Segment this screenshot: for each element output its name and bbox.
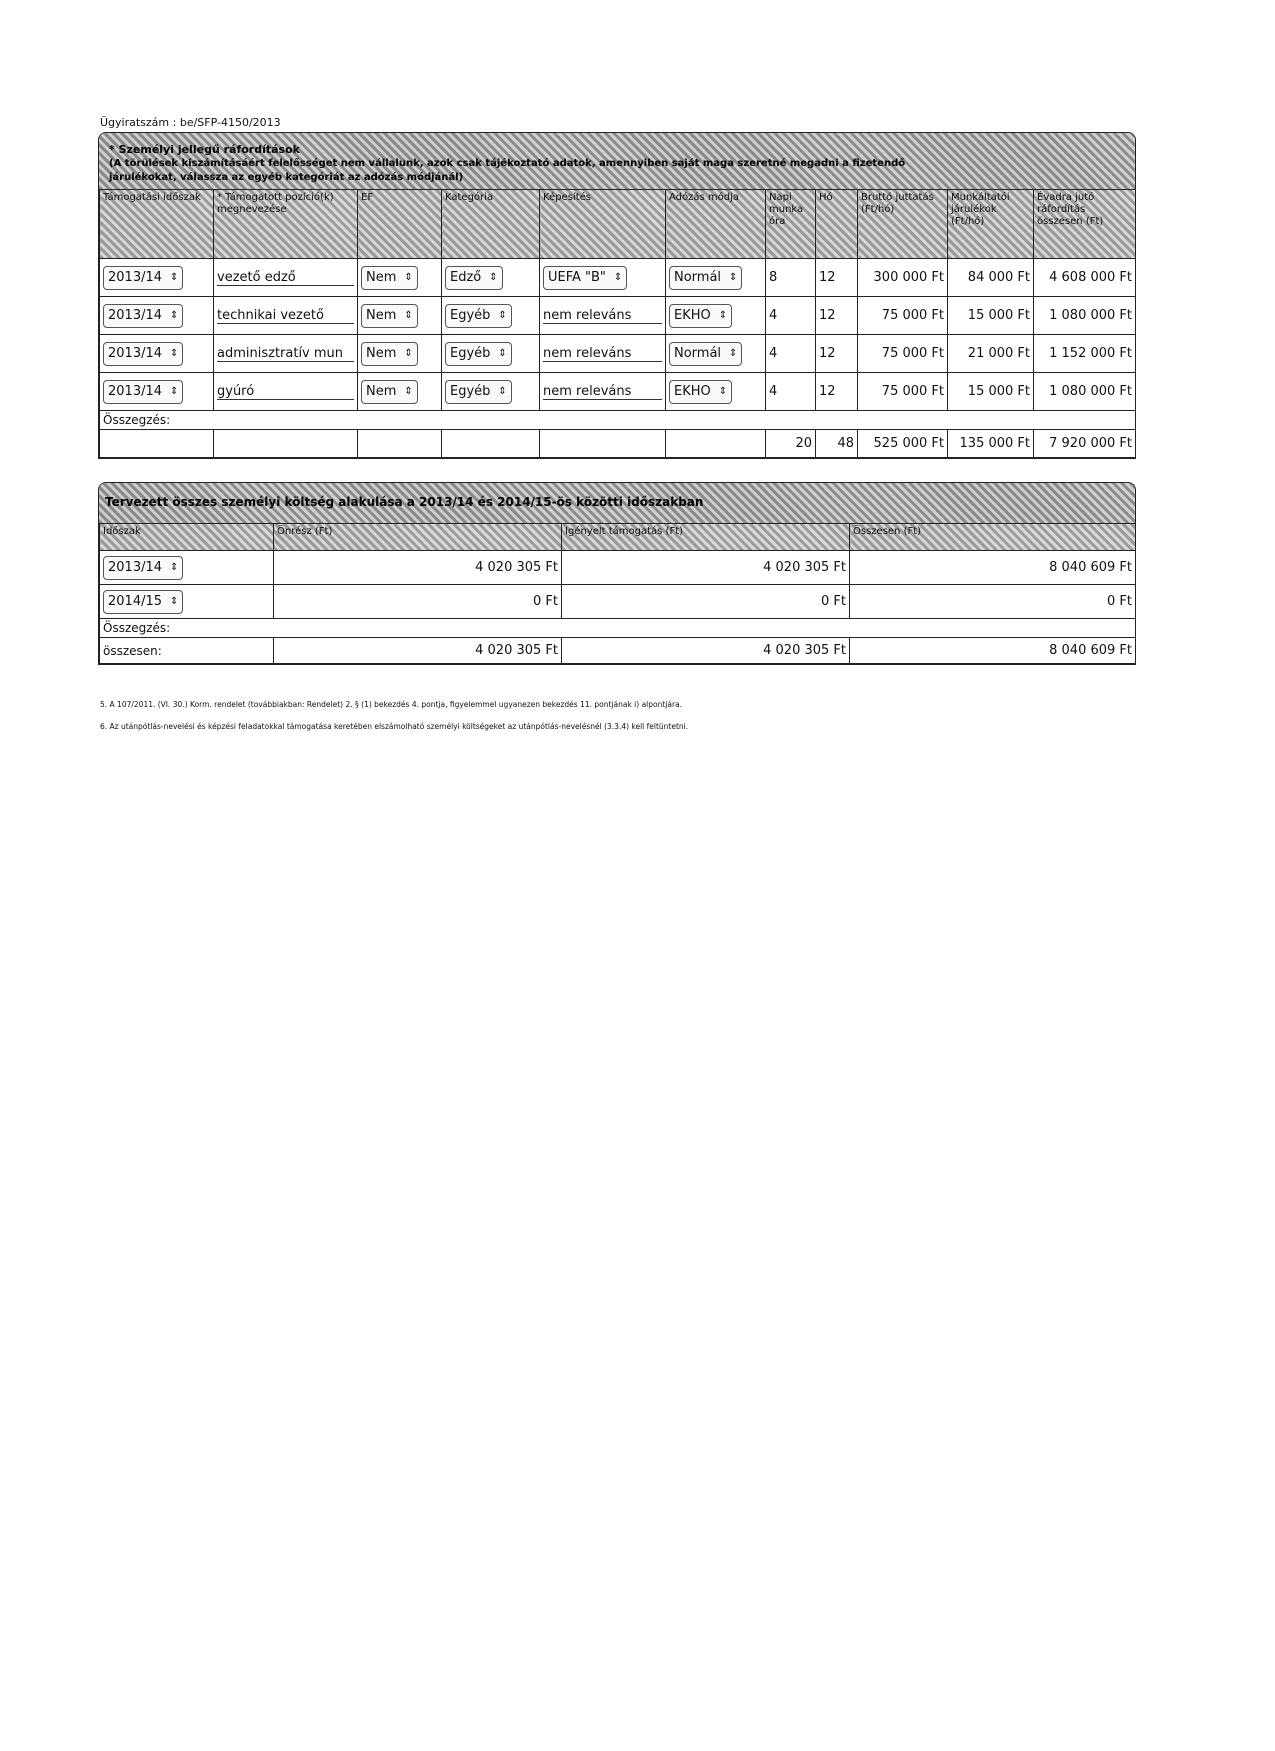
updown-arrow-icon: ⇕ xyxy=(170,272,179,283)
qualification-select-value: UEFA "B" xyxy=(548,270,606,285)
category-select-value: Egyéb xyxy=(450,346,491,361)
col-header-ef: EF xyxy=(358,190,442,259)
total-cell: 1 080 000 Ft xyxy=(1034,297,1136,335)
col-header-qualification: Képesítés xyxy=(540,190,666,259)
months-cell[interactable]: 12 xyxy=(816,335,858,373)
tax-select-value: EKHO xyxy=(674,384,711,399)
ef-select-value: Nem xyxy=(366,384,397,399)
summary-months: 48 xyxy=(816,430,858,458)
period-cell xyxy=(100,551,274,585)
summary-label: Összegzés: xyxy=(100,411,1136,430)
contrib-cell: 15 000 Ft xyxy=(948,297,1034,335)
category-select-value: Egyéb xyxy=(450,384,491,399)
banner-note: (A törülések kiszámításáért felelősséget nem vállalunk, azok csak tájékoztató adatok, amennyiben saját maga szeretné megadni a fizetendő xyxy=(109,158,906,169)
position-input[interactable]: technikai vezető xyxy=(217,308,354,324)
totals-label: összesen: xyxy=(100,638,274,664)
updown-arrow-icon: ⇕ xyxy=(718,310,728,321)
footnote-5: 5. A 107/2011. (VI. 30.) Korm. rendelet (továbbiakban: Rendelet) 2. § (1) bekezdés 4. pontja, figyelemmel ugyanezen bekezdés 11. pontjának i) alpontjára. xyxy=(100,700,683,709)
summary-total: 7 920 000 Ft xyxy=(1034,430,1136,458)
summary-label-row xyxy=(100,411,1136,430)
category-cell xyxy=(442,335,540,373)
table-row xyxy=(100,373,1136,411)
tax-select[interactable] xyxy=(669,266,742,290)
months-cell[interactable]: 12 xyxy=(816,297,858,335)
ef-select[interactable] xyxy=(361,304,418,328)
ef-cell xyxy=(358,259,442,297)
period-select-value: 2013/14 xyxy=(108,384,163,399)
category-select[interactable] xyxy=(445,266,503,290)
table-row xyxy=(100,335,1136,373)
qualification-select[interactable] xyxy=(543,266,627,290)
period-select[interactable] xyxy=(103,266,183,290)
col-header-months: Hó xyxy=(816,190,858,259)
period-select[interactable] xyxy=(103,342,183,366)
planned-costs-title: Tervezett összes személyi költség alakulása a 2013/14 és 2014/15-ös közötti időszakban xyxy=(99,483,1135,523)
col-header-position: * Támogatott pozíció(k) megnevezése xyxy=(214,190,358,259)
total-cell: 1 152 000 Ft xyxy=(1034,335,1136,373)
category-select-value: Edző xyxy=(450,270,482,285)
document-id: Ügyiratszám : be/SFP-4150/2013 xyxy=(100,116,281,129)
updown-arrow-icon: ⇕ xyxy=(498,348,507,359)
total-cell: 1 080 000 Ft xyxy=(1034,373,1136,411)
table-header-row xyxy=(100,524,1136,551)
qualification-cell xyxy=(540,297,666,335)
qualification-cell xyxy=(540,259,666,297)
hours-cell[interactable]: 4 xyxy=(766,373,816,411)
footnote-6: 6. Az utánpótlás-nevelési és képzési feladatokkal támogatása keretében elszámolható személyi költségeket az utánpótlás-nevelésnél (3.3.4) kell feltüntetni. xyxy=(100,722,689,731)
own-cell: 0 Ft xyxy=(274,585,562,619)
col-header-category: Kategória xyxy=(442,190,540,259)
gross-cell[interactable]: 75 000 Ft xyxy=(858,297,948,335)
hours-cell[interactable]: 4 xyxy=(766,297,816,335)
summary-cell-empty xyxy=(214,430,358,458)
planned-costs-table xyxy=(99,523,1136,664)
updown-arrow-icon: ⇕ xyxy=(718,386,728,397)
qualification-text: nem releváns xyxy=(543,346,662,362)
months-cell[interactable]: 12 xyxy=(816,373,858,411)
banner-title: * Személyi jellegű ráfordítások xyxy=(109,143,300,156)
category-cell xyxy=(442,297,540,335)
period-select[interactable] xyxy=(103,556,183,580)
gross-cell[interactable]: 75 000 Ft xyxy=(858,335,948,373)
col-header-contrib: Munkáltatói járulékok (Ft/hó) xyxy=(948,190,1034,259)
category-select[interactable] xyxy=(445,342,512,366)
qualification-text: nem releváns xyxy=(543,308,662,324)
col-header-hours: Napi munka óra xyxy=(766,190,816,259)
updown-arrow-icon: ⇕ xyxy=(170,348,179,359)
tax-select[interactable] xyxy=(669,304,732,328)
ef-select-value: Nem xyxy=(366,270,397,285)
summary-cell-empty xyxy=(540,430,666,458)
table-row xyxy=(100,551,1136,585)
col-header-requested: Igényelt támogatás (Ft) xyxy=(562,524,850,551)
requested-cell: 0 Ft xyxy=(562,585,850,619)
table-row xyxy=(100,585,1136,619)
period-select-value: 2013/14 xyxy=(108,308,163,323)
qualification-cell xyxy=(540,373,666,411)
ef-select-value: Nem xyxy=(366,346,397,361)
col-header-tax: Adózás módja xyxy=(666,190,766,259)
table-row xyxy=(100,297,1136,335)
summary-cell-empty xyxy=(666,430,766,458)
period-cell xyxy=(100,585,274,619)
col-header-own: Önrész (Ft) xyxy=(274,524,562,551)
updown-arrow-icon: ⇕ xyxy=(170,596,179,607)
summary-cell-empty xyxy=(442,430,540,458)
category-select[interactable] xyxy=(445,380,512,404)
months-cell[interactable]: 12 xyxy=(816,259,858,297)
period-select[interactable] xyxy=(103,304,183,328)
updown-arrow-icon: ⇕ xyxy=(498,386,507,397)
updown-arrow-icon: ⇕ xyxy=(613,272,623,283)
summary-hours: 20 xyxy=(766,430,816,458)
updown-arrow-icon: ⇕ xyxy=(498,310,507,321)
summary-row xyxy=(100,430,1136,458)
position-input[interactable]: adminisztratív mun xyxy=(217,346,354,362)
col-header-period: Támogatási időszak xyxy=(100,190,214,259)
period-cell xyxy=(100,373,214,411)
tax-cell xyxy=(666,373,766,411)
gross-cell[interactable]: 75 000 Ft xyxy=(858,373,948,411)
category-select-value: Egyéb xyxy=(450,308,491,323)
tax-cell xyxy=(666,297,766,335)
ef-select[interactable] xyxy=(361,380,418,404)
updown-arrow-icon: ⇕ xyxy=(404,272,413,283)
personnel-costs-panel xyxy=(98,132,1136,459)
tax-cell xyxy=(666,335,766,373)
updown-arrow-icon: ⇕ xyxy=(404,310,413,321)
position-cell xyxy=(214,297,358,335)
personnel-costs-table xyxy=(99,189,1136,458)
summary-label: Összegzés: xyxy=(100,619,1136,638)
tax-select-value: EKHO xyxy=(674,308,711,323)
position-cell xyxy=(214,373,358,411)
updown-arrow-icon: ⇕ xyxy=(170,310,179,321)
category-select[interactable] xyxy=(445,304,512,328)
summary-cell-empty xyxy=(100,430,214,458)
updown-arrow-icon: ⇕ xyxy=(404,386,413,397)
updown-arrow-icon: ⇕ xyxy=(170,562,179,573)
contrib-cell: 21 000 Ft xyxy=(948,335,1034,373)
contrib-cell: 84 000 Ft xyxy=(948,259,1034,297)
table-row xyxy=(100,259,1136,297)
hours-cell[interactable]: 8 xyxy=(766,259,816,297)
total-cell: 0 Ft xyxy=(850,585,1136,619)
summary-label-row xyxy=(100,619,1136,638)
ef-select[interactable] xyxy=(361,266,418,290)
qualification-text: nem releváns xyxy=(543,384,662,400)
updown-arrow-icon: ⇕ xyxy=(729,348,738,359)
summary-contrib: 135 000 Ft xyxy=(948,430,1034,458)
category-cell xyxy=(442,259,540,297)
totals-requested: 4 020 305 Ft xyxy=(562,638,850,664)
tax-cell xyxy=(666,259,766,297)
category-cell xyxy=(442,373,540,411)
banner-note-2: járulékokat, válassza az egyéb kategóriát az adózás módjánál) xyxy=(109,172,464,183)
tax-select[interactable] xyxy=(669,380,732,404)
position-cell xyxy=(214,335,358,373)
personnel-costs-banner xyxy=(99,133,1135,189)
totals-total: 8 040 609 Ft xyxy=(850,638,1136,664)
summary-gross: 525 000 Ft xyxy=(858,430,948,458)
period-select-value: 2013/14 xyxy=(108,560,163,575)
own-cell: 4 020 305 Ft xyxy=(274,551,562,585)
total-cell: 4 608 000 Ft xyxy=(1034,259,1136,297)
updown-arrow-icon: ⇕ xyxy=(729,272,738,283)
ef-select[interactable] xyxy=(361,342,418,366)
period-cell xyxy=(100,335,214,373)
col-header-total: Évadra jutó ráfordítás összesen (Ft) xyxy=(1034,190,1136,259)
position-cell xyxy=(214,259,358,297)
period-select[interactable] xyxy=(103,590,183,614)
totals-row xyxy=(100,638,1136,664)
period-select-value: 2013/14 xyxy=(108,270,163,285)
summary-cell-empty xyxy=(358,430,442,458)
hours-cell[interactable]: 4 xyxy=(766,335,816,373)
updown-arrow-icon: ⇕ xyxy=(489,272,498,283)
tax-select[interactable] xyxy=(669,342,742,366)
period-select-value: 2014/15 xyxy=(108,594,163,609)
period-cell xyxy=(100,297,214,335)
ef-select-value: Nem xyxy=(366,308,397,323)
period-cell xyxy=(100,259,214,297)
period-select[interactable] xyxy=(103,380,183,404)
qualification-cell xyxy=(540,335,666,373)
tax-select-value: Normál xyxy=(674,346,722,361)
col-header-period: Időszak xyxy=(100,524,274,551)
table-header-row xyxy=(100,190,1136,259)
total-cell: 8 040 609 Ft xyxy=(850,551,1136,585)
updown-arrow-icon: ⇕ xyxy=(404,348,413,359)
col-header-total: Összesen (Ft) xyxy=(850,524,1136,551)
requested-cell: 4 020 305 Ft xyxy=(562,551,850,585)
planned-costs-panel xyxy=(98,482,1136,665)
ef-cell xyxy=(358,335,442,373)
ef-cell xyxy=(358,373,442,411)
period-select-value: 2013/14 xyxy=(108,346,163,361)
position-input[interactable]: gyúró xyxy=(217,384,354,400)
tax-select-value: Normál xyxy=(674,270,722,285)
totals-own: 4 020 305 Ft xyxy=(274,638,562,664)
col-header-gross: Bruttó juttatás (Ft/hó) xyxy=(858,190,948,259)
contrib-cell: 15 000 Ft xyxy=(948,373,1034,411)
position-input[interactable]: vezető edző xyxy=(217,270,354,286)
updown-arrow-icon: ⇕ xyxy=(170,386,179,397)
gross-cell[interactable]: 300 000 Ft xyxy=(858,259,948,297)
ef-cell xyxy=(358,297,442,335)
